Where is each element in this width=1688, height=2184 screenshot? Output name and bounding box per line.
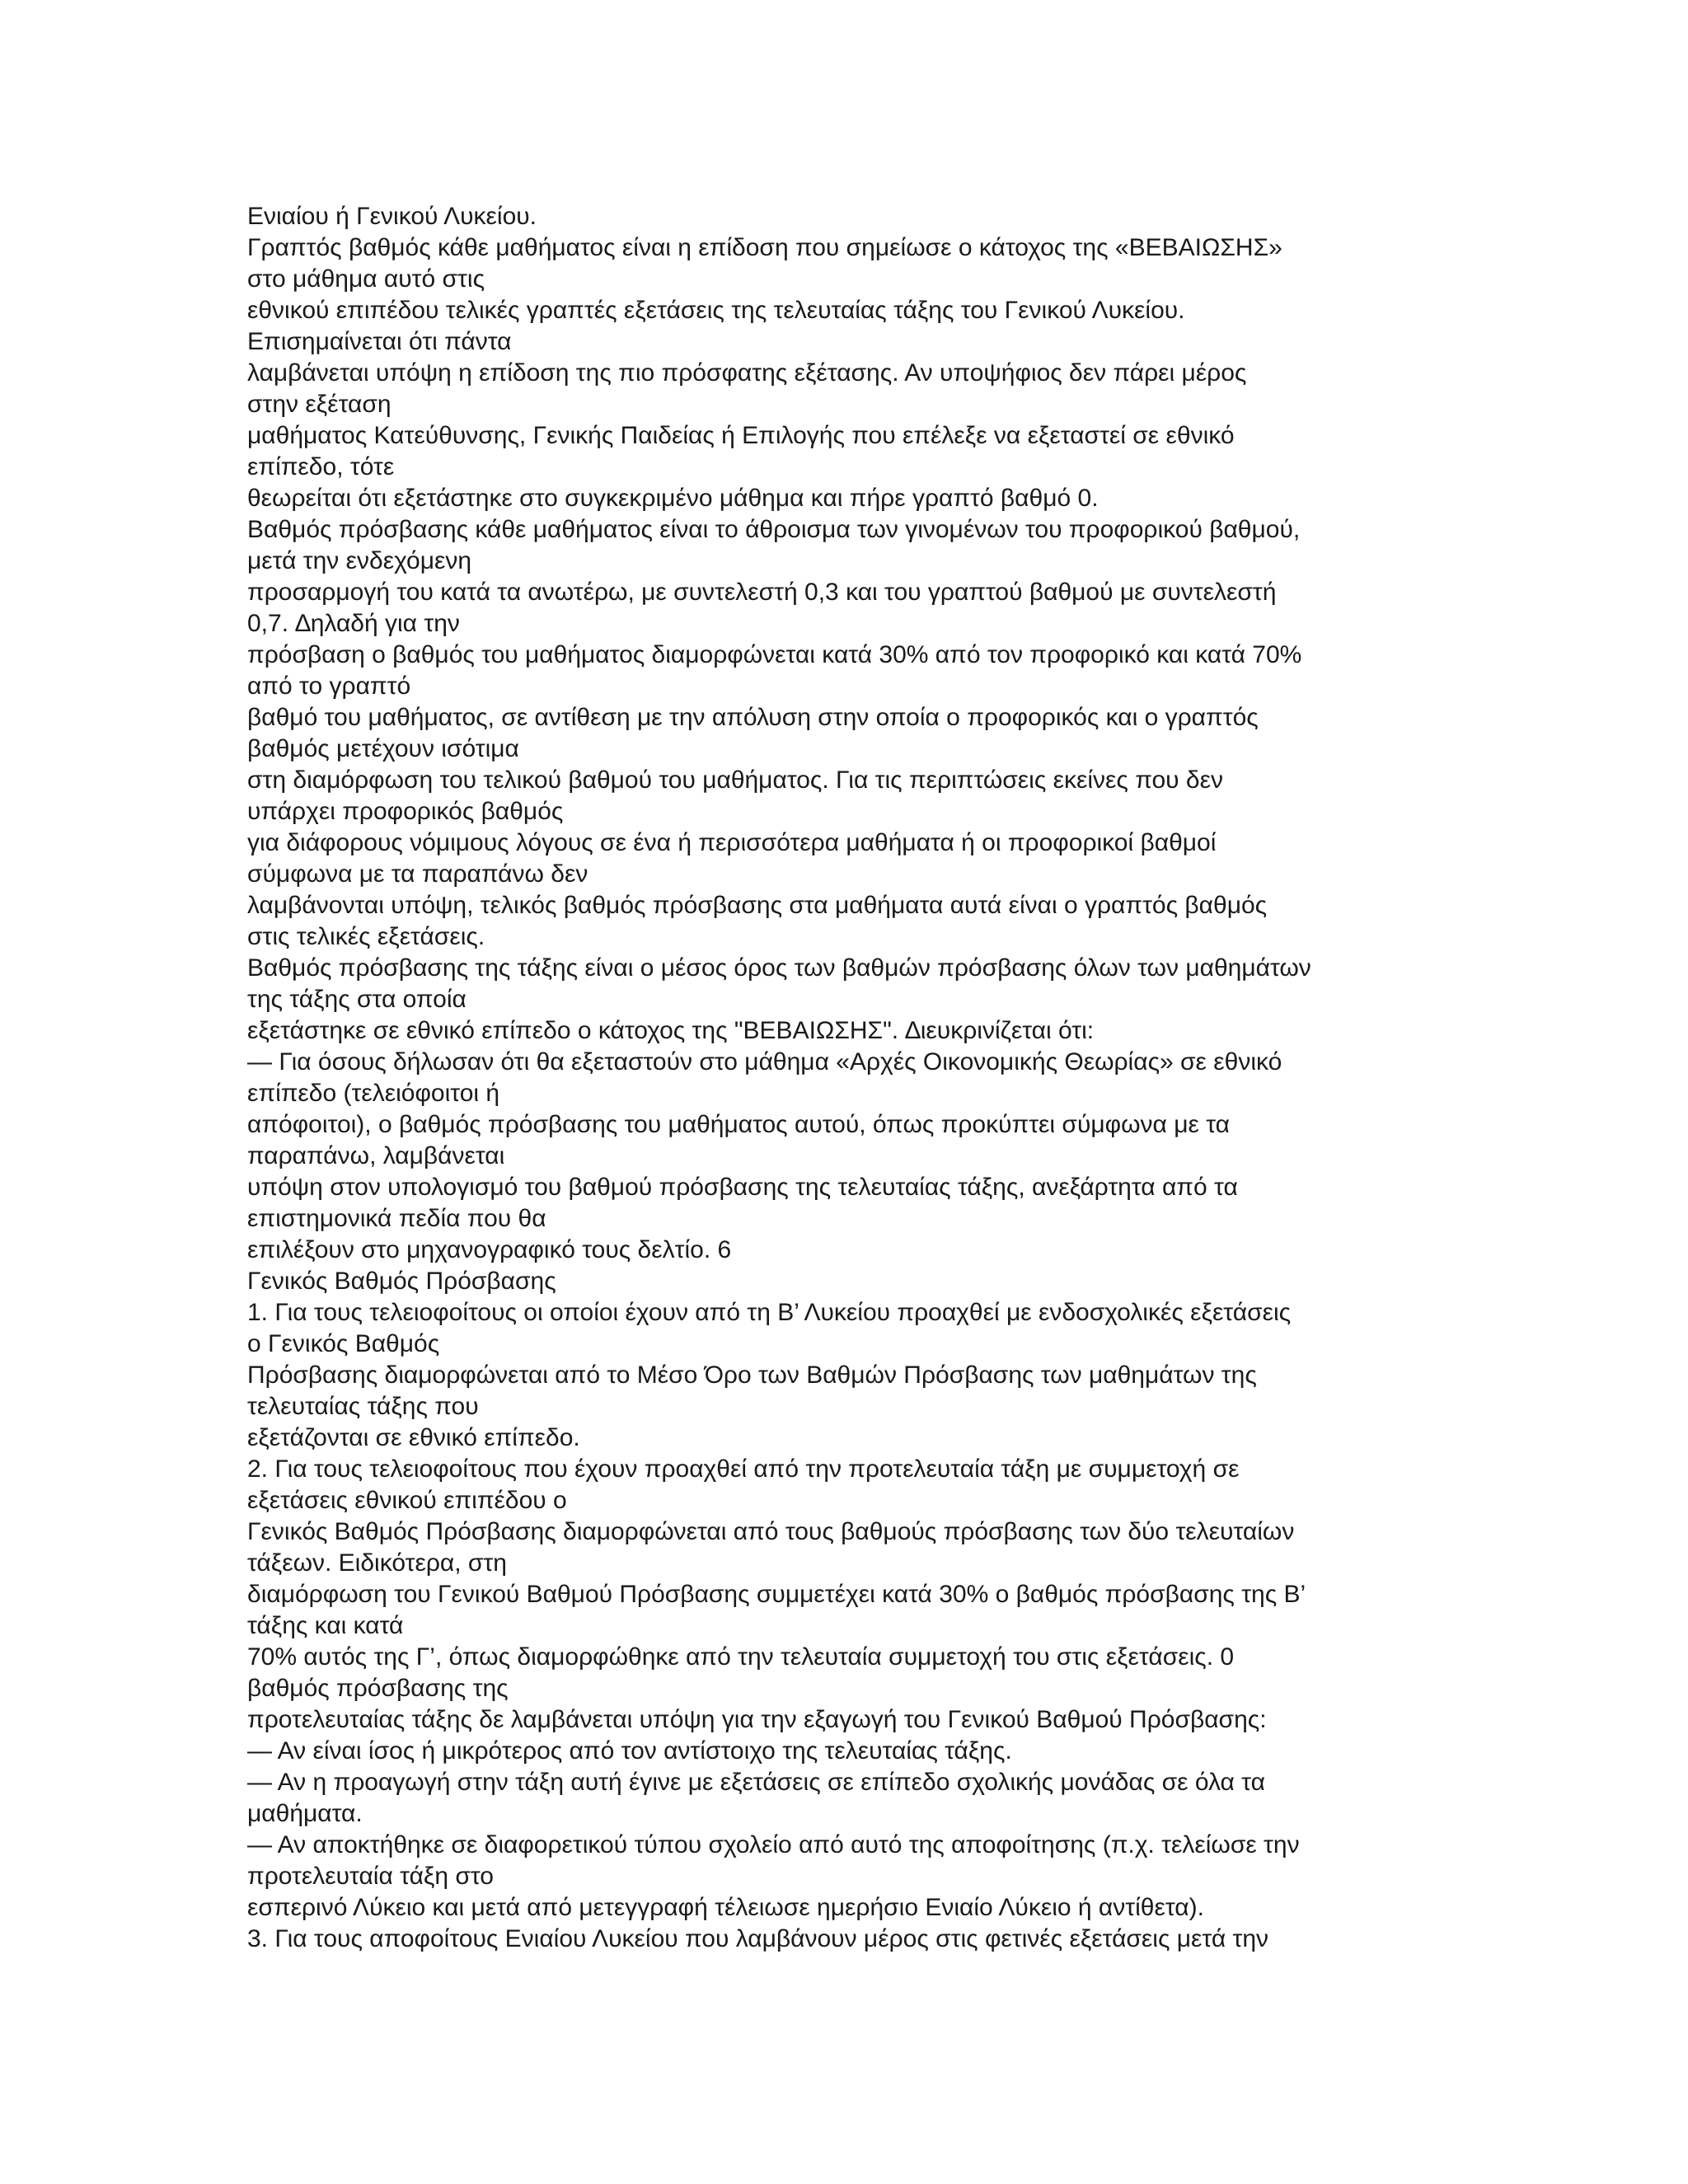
text-line: 3. Για τους αποφοίτους Ενιαίου Λυκείου που λαμβάνουν μέρος στις φετινές εξετάσεις μετά την [247, 1925, 1269, 1952]
text-line: μετά την ενδεχόμενη [247, 547, 472, 574]
text-line: από το γραπτό [247, 673, 411, 700]
text-line: εθνικού επιπέδου τελικές γραπτές εξετάσεις της τελευταίας τάξης του Γενικού Λυκείου. [247, 297, 1185, 324]
text-line: σύμφωνα με τα παραπάνω δεν [247, 860, 588, 888]
text-line: υπάρχει προφορικός βαθμός [247, 798, 564, 825]
text-line: επιλέξουν στο μηχανογραφικό τους δελτίο. 6 [247, 1236, 732, 1263]
document-page [247, 201, 1451, 1955]
text-line: τελευταίας τάξης που [247, 1393, 479, 1420]
text-line: της τάξης στα οποία [247, 986, 467, 1013]
text-line: διαμόρφωση του Γενικού Βαθμού Πρόσβασης συμμετέχει κατά 30% ο βαθμός πρόσβασης της Β’ [247, 1581, 1306, 1608]
text-line: βαθμό του μαθήματος, σε αντίθεση με την απόλυση στην οποία ο προφορικός και ο γραπτός [247, 704, 1259, 731]
text-line: επιστημονικά πεδία που θα [247, 1205, 546, 1232]
text-line: εξετάστηκε σε εθνικό επίπεδο ο κάτοχος της "ΒΕΒΑΙΩΣΗΣ". ∆ιευκρινίζεται ότι: [247, 1017, 1095, 1044]
text-line: πρόσβαση ο βαθμός του μαθήματος διαμορφώνεται κατά 30% από τον προφορικό και κατά 70% [247, 641, 1302, 668]
text-line: Βαθμός πρόσβασης της τάξης είναι ο μέσος όρος των βαθμών πρόσβασης όλων των μαθημάτων [247, 954, 1311, 982]
text-line: επίπεδο (τελειόφοιτοι ή [247, 1080, 500, 1107]
text-line: λαμβάνονται υπόψη, τελικός βαθμός πρόσβασης στα μαθήματα αυτά είναι ο γραπτός βαθμός [247, 892, 1268, 919]
text-line: για διάφορους νόμιμους λόγους σε ένα ή περισσότερα μαθήματα ή οι προφορικοί βαθμοί [247, 829, 1217, 856]
text-line: ο Γενικός Βαθμός [247, 1330, 440, 1357]
text-line: — Αν είναι ίσος ή μικρότερος από τον αντίστοιχο της τελευταίας τάξης. [247, 1737, 1012, 1765]
text-line: στην εξέταση [247, 391, 392, 418]
text-line: παραπάνω, λαμβάνεται [247, 1142, 505, 1169]
text-line: προσαρμογή του κατά τα ανωτέρω, με συντελεστή 0,3 και του γραπτού βαθμού με συντελεστή [247, 579, 1277, 606]
text-line: θεωρείται ότι εξετάστηκε στο συγκεκριμένο μάθημα και πήρε γραπτό βαθμό 0. [247, 485, 1099, 512]
text-line: εξετάζονται σε εθνικό επίπεδο. [247, 1424, 580, 1451]
text-line: μαθήματος Κατεύθυνσης, Γενικής Παιδείας ή Επιλογής που επέλεξε να εξεταστεί σε εθνικό [247, 422, 1235, 449]
text-line: υπόψη στον υπολογισμό του βαθμού πρόσβασης της τελευταίας τάξης, ανεξάρτητα από τα [247, 1174, 1238, 1201]
text-line: τάξης και κατά [247, 1612, 404, 1639]
text-line: Επισημαίνεται ότι πάντα [247, 328, 512, 355]
text-line: στις τελικές εξετάσεις. [247, 923, 485, 950]
text-line: μαθήματα. [247, 1800, 363, 1827]
text-line: βαθμός μετέχουν ισότιμα [247, 735, 519, 762]
text-line: — Για όσους δήλωσαν ότι θα εξεταστούν στο μάθημα «Αρχές Οικονομικής Θεωρίας» σε εθνικό [247, 1048, 1282, 1076]
text-line: επίπεδο, τότε [247, 453, 395, 480]
text-line: 2. Για τους τελειοφοίτους που έχουν προαχθεί από την προτελευταία τάξη με συμμετοχή σε [247, 1455, 1240, 1483]
text-line: 1. Για τους τελειοφοίτους οι οποίοι έχουν από τη Β’ Λυκείου προαχθεί με ενδοσχολικές εξετάσεις [247, 1299, 1292, 1326]
text-line: στη διαμόρφωση του τελικού βαθμού του μαθήματος. Για τις περιπτώσεις εκείνες που δεν [247, 766, 1223, 794]
text-line: Γενικός Βαθμός Πρόσβασης [247, 1268, 556, 1295]
text-line: 0,7. ∆ηλαδή για την [247, 610, 460, 637]
text-line: απόφοιτοι), ο βαθμός πρόσβασης του μαθήματος αυτού, όπως προκύπτει σύμφωνα με τα [247, 1111, 1230, 1138]
text-line: Γενικός Βαθμός Πρόσβασης διαμορφώνεται από τους βαθμούς πρόσβασης των δύο τελευταίων [247, 1518, 1295, 1545]
text-line: Πρόσβασης διαμορφώνεται από το Μέσο Όρο των Βαθμών Πρόσβασης των μαθημάτων της [247, 1361, 1257, 1389]
text-line: Ενιαίου ή Γενικού Λυκείου. [247, 203, 537, 230]
text-line: — Αν η προαγωγή στην τάξη αυτή έγινε με εξετάσεις σε επίπεδο σχολικής μονάδας σε όλα τα [247, 1769, 1265, 1796]
text-line: προτελευταίας τάξης δε λαμβάνεται υπόψη για την εξαγωγή του Γενικού Βαθμού Πρόσβασης: [247, 1706, 1267, 1733]
text-line: στο μάθημα αυτό στις [247, 265, 485, 293]
text-line: 70% αυτός της Γ’, όπως διαμορφώθηκε από την τελευταία συμμετοχή του στις εξετάσεις. 0 [247, 1643, 1235, 1671]
text-line: προτελευταία τάξη στο [247, 1863, 494, 1890]
text-line: λαμβάνεται υπόψη η επίδοση της πιο πρόσφατης εξέτασης. Αν υποψήφιος δεν πάρει μέρος [247, 359, 1247, 387]
text-line: Βαθμός πρόσβασης κάθε μαθήματος είναι το άθροισμα των γινομένων του προφορικού βαθμού, [247, 516, 1301, 543]
text-line: τάξεων. Ειδικότερα, στη [247, 1549, 507, 1577]
text-line: Γραπτός βαθμός κάθε μαθήματος είναι η επίδοση που σημείωσε ο κάτοχος της «ΒΕΒΑΙΩΣΗΣ» [247, 234, 1282, 261]
text-line: βαθμός πρόσβασης της [247, 1675, 509, 1702]
text-line: — Αν αποκτήθηκε σε διαφορετικού τύπου σχολείο από αυτό της αποφοίτησης (π.χ. τελείωσε την [247, 1831, 1300, 1858]
text-line: εξετάσεις εθνικού επιπέδου ο [247, 1487, 567, 1514]
text-line: εσπερινό Λύκειο και μετά από μετεγγραφή τέλειωσε ημερήσιο Ενιαίο Λύκειο ή αντίθετα). [247, 1894, 1204, 1921]
